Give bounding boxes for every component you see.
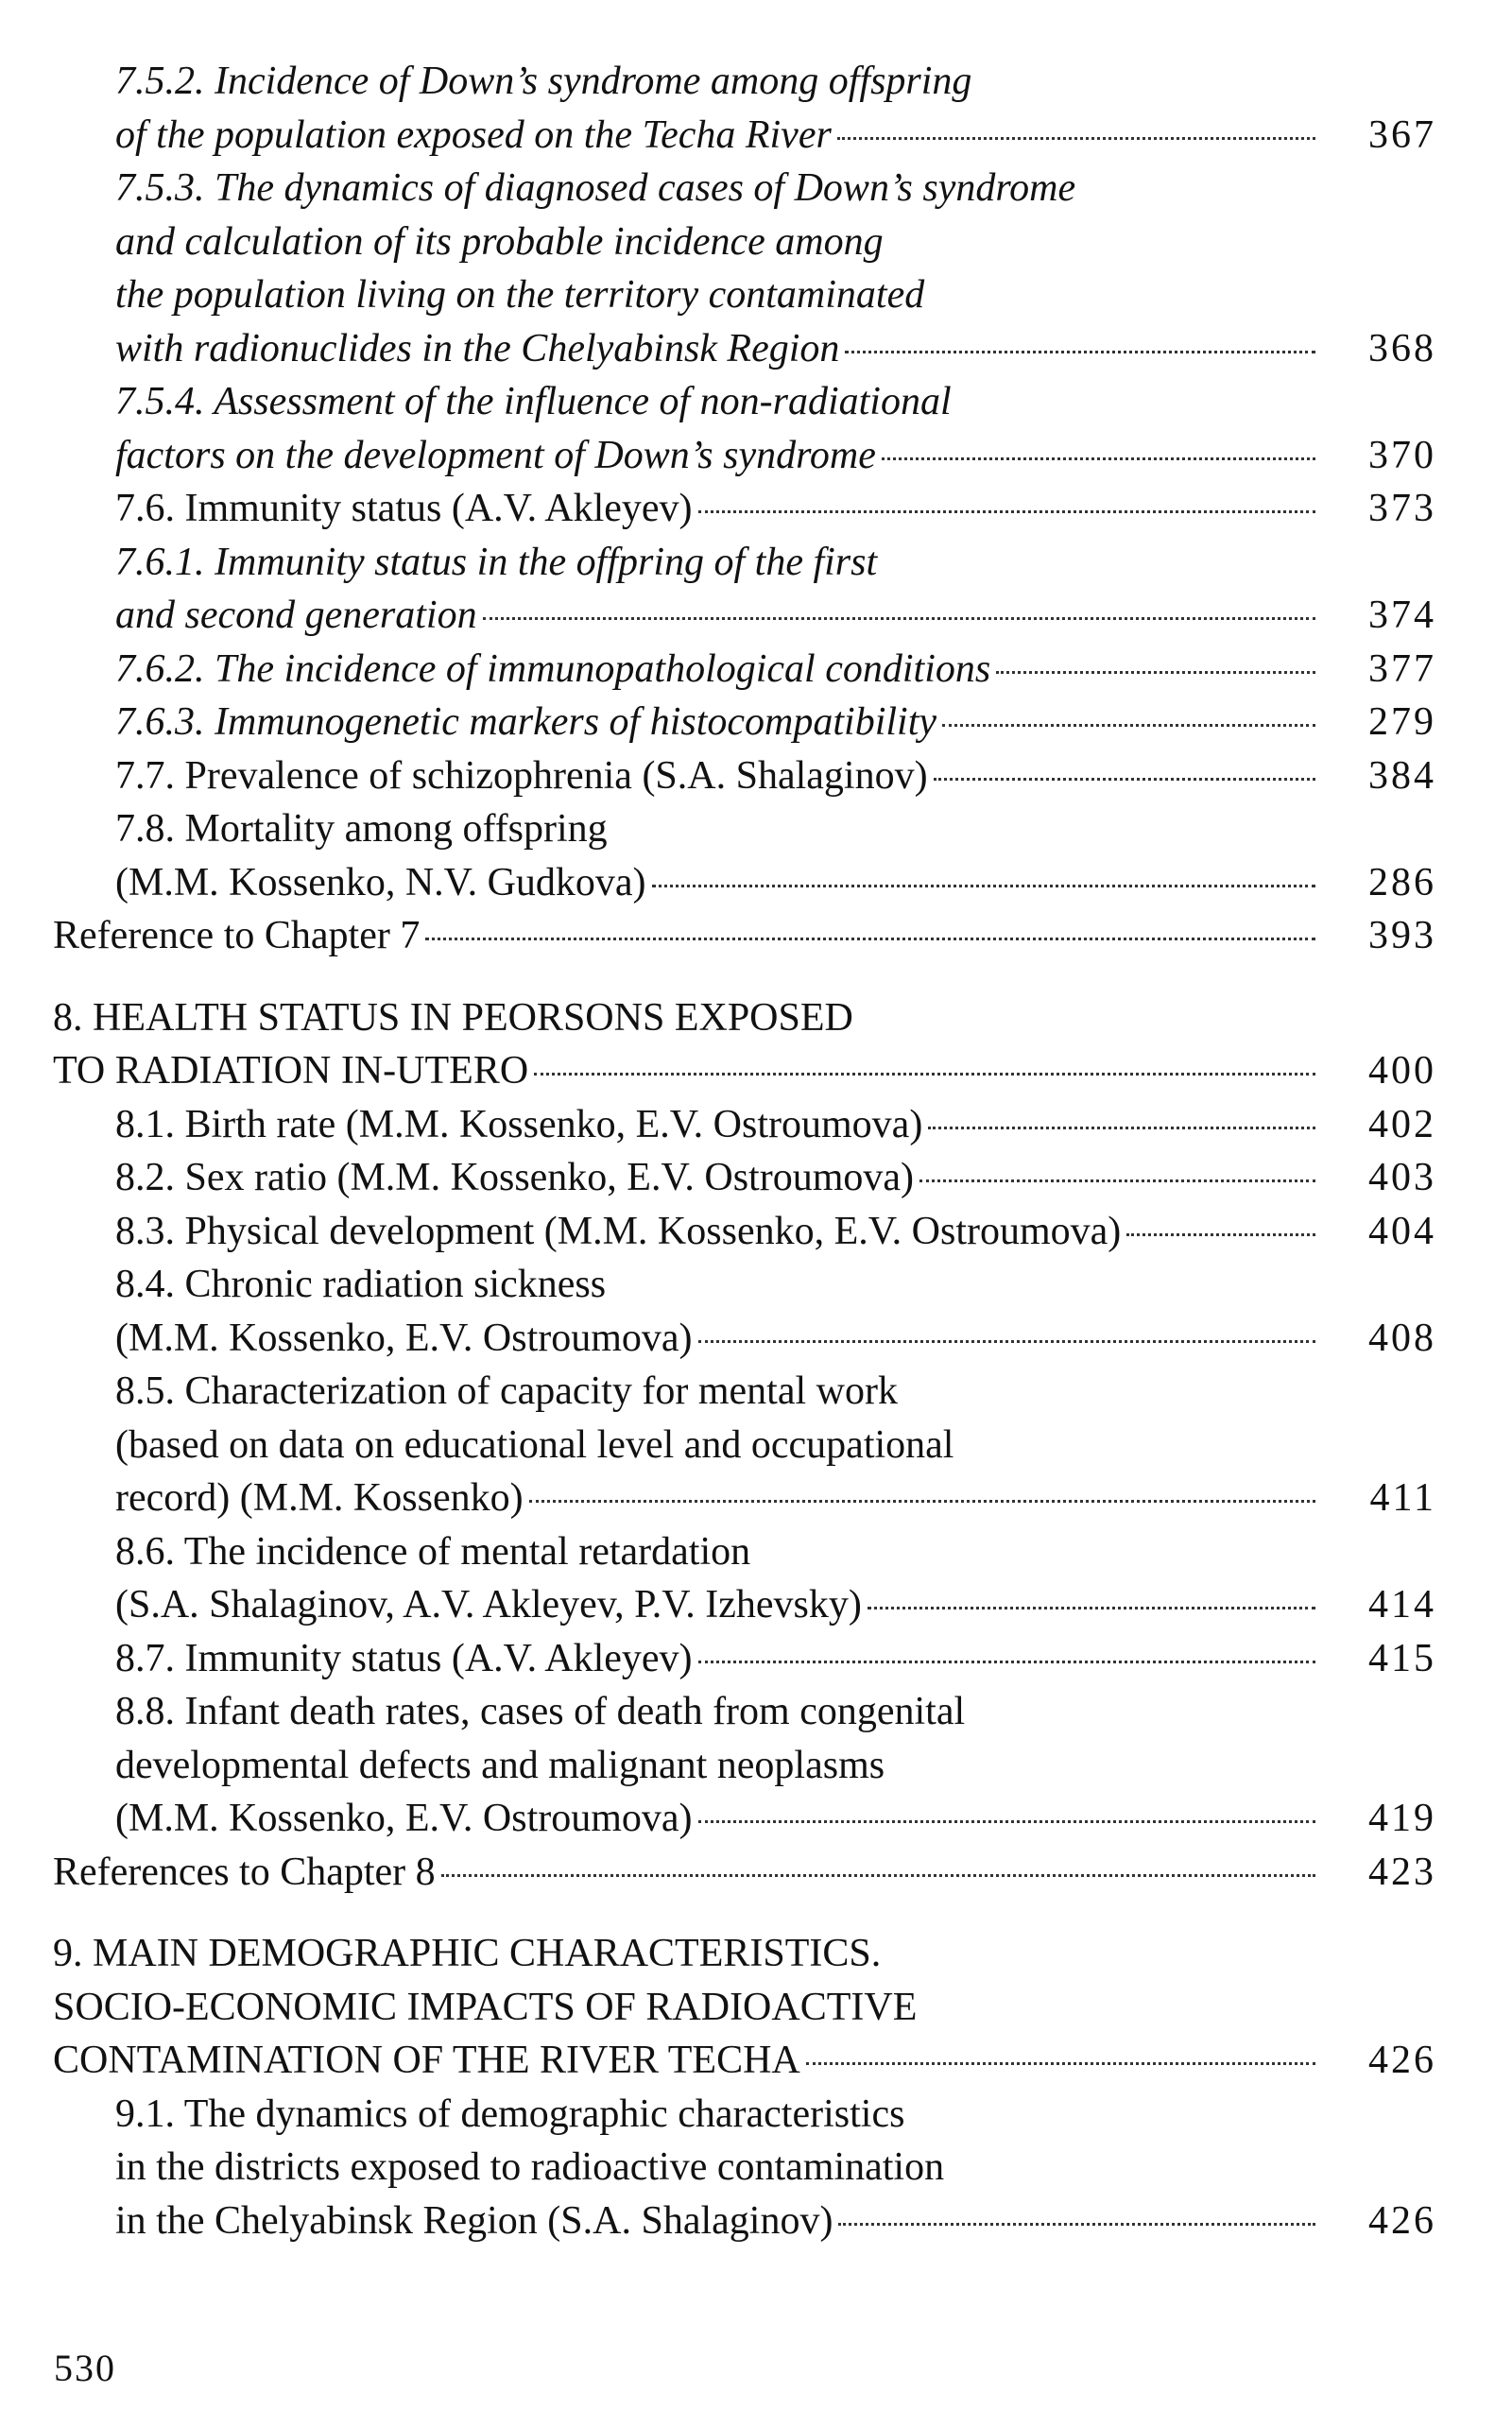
toc-page-number: 367: [1368, 112, 1436, 157]
section-gap: [53, 963, 1436, 991]
dot-leader: [928, 1127, 1315, 1129]
toc-entry-title: [53, 909, 1327, 963]
toc-entry-line: [115, 589, 1327, 643]
toc-entry-title: [115, 162, 1327, 375]
table-of-contents: [53, 55, 1436, 2247]
dot-leader: [652, 885, 1315, 887]
toc-entry: [53, 991, 1436, 1098]
toc-entry-line: [115, 536, 1327, 590]
toc-entry-line: [115, 1205, 1327, 1259]
toc-page-number: 384: [1368, 753, 1436, 798]
dot-leader: [698, 1661, 1315, 1663]
toc-entry-text: 7.5.2. Incidence of Down’s syndrome among offspring: [115, 60, 972, 103]
toc-entry-text: CONTAMINATION OF THE RIVER TECHA: [53, 2039, 800, 2082]
toc-entry: [53, 2088, 1436, 2248]
toc-entry-title: [53, 1846, 1327, 1900]
toc-page-number: 426: [1368, 2198, 1436, 2243]
toc-entry-title: [115, 1205, 1327, 1259]
toc-entry: [53, 1258, 1436, 1365]
dot-leader: [698, 1820, 1315, 1823]
toc-entry: [53, 55, 1436, 162]
dot-leader: [698, 510, 1315, 513]
toc-page-number: 423: [1368, 1850, 1436, 1894]
toc-entry-text: 8.2. Sex ratio (M.M. Kossenko, E.V. Ostroumova): [115, 1156, 915, 1199]
toc-entry: [53, 1151, 1436, 1205]
toc-entry: [53, 536, 1436, 643]
dot-leader: [425, 938, 1315, 940]
toc-page-number: 279: [1368, 700, 1436, 744]
toc-entry: [53, 1846, 1436, 1900]
toc-entry-line: [115, 749, 1327, 803]
toc-page-number: 370: [1368, 433, 1436, 477]
toc-entry-title: [115, 536, 1327, 643]
toc-entry-text: 8.8. Infant death rates, cases of death from congenital: [115, 1690, 966, 1733]
toc-entry-line: [115, 1525, 1327, 1579]
toc-entry-text: in the Chelyabinsk Region (S.A. Shalaginov): [115, 2198, 833, 2243]
toc-entry: [53, 1927, 1436, 2088]
toc-entry-text: the population living on the territory contaminated: [115, 273, 925, 317]
toc-entry-title: [115, 55, 1327, 162]
toc-entry-title: [115, 482, 1327, 536]
toc-page-number: 374: [1368, 594, 1436, 637]
dot-leader: [996, 671, 1315, 674]
toc-entry-line: [115, 1739, 1327, 1793]
toc-entry: [53, 1685, 1436, 1846]
toc-entry-text: 7.8. Mortality among offspring: [115, 807, 608, 851]
toc-entry-text: (S.A. Shalaginov, A.V. Akleyev, P.V. Izhevsky): [115, 1583, 862, 1627]
toc-entry: [53, 643, 1436, 697]
toc-entry-text: References to Chapter 8: [53, 1850, 436, 1894]
toc-entry-text: 8.3. Physical development (M.M. Kossenko, E.V. Ostroumova): [115, 1209, 1122, 1253]
toc-entry-line: [115, 162, 1327, 215]
toc-entry-title: [115, 802, 1327, 909]
toc-entry-line: [115, 109, 1327, 163]
toc-page-number: 419: [1368, 1797, 1436, 1840]
toc-entry-title: [115, 749, 1327, 803]
toc-entry-text: SOCIO-ECONOMIC IMPACTS OF RADIOACTIVE: [53, 1985, 918, 2029]
toc-entry-text: 8.7. Immunity status (A.V. Akleyev): [115, 1636, 693, 1680]
toc-entry: [53, 749, 1436, 803]
toc-entry-title: [115, 643, 1327, 697]
toc-entry-line: [115, 643, 1327, 697]
toc-page-number: 377: [1368, 646, 1436, 691]
toc-entry-line: [115, 482, 1327, 536]
toc-entry-title: [115, 1151, 1327, 1205]
toc-entry-line: [115, 1685, 1327, 1739]
toc-entry-line: [115, 2088, 1327, 2142]
toc-entry-line: [53, 1846, 1327, 1900]
toc-entry-text: TO RADIATION IN-UTERO: [53, 1049, 529, 1093]
toc-entry-text: in the districts exposed to radioactive contamination: [115, 2145, 945, 2189]
toc-entry-text: 9.1. The dynamics of demographic characteristics: [115, 2092, 905, 2136]
toc-entry-line: [115, 856, 1327, 910]
toc-entry: [53, 375, 1436, 482]
toc-entry-text: 9. MAIN DEMOGRAPHIC CHARACTERISTICS.: [53, 1932, 882, 1975]
toc-entry-line: [115, 215, 1327, 269]
toc-entry-line: [115, 1098, 1327, 1152]
toc-entry-title: [115, 1098, 1327, 1152]
toc-page-number: 368: [1368, 326, 1436, 370]
dot-leader: [441, 1874, 1315, 1877]
toc-page-number: 400: [1368, 1049, 1436, 1093]
toc-entry-title: [115, 375, 1327, 482]
toc-entry: [53, 162, 1436, 375]
toc-entry-line: [115, 375, 1327, 429]
toc-entry-line: [115, 802, 1327, 856]
toc-entry-title: [115, 1525, 1327, 1632]
toc-entry: [53, 1365, 1436, 1525]
page-folio: 530: [54, 2347, 116, 2389]
toc-entry-title: [53, 1927, 1327, 2088]
toc-entry-text: 8. HEALTH STATUS IN PEORSONS EXPOSED: [53, 995, 853, 1040]
toc-entry-title: [115, 1258, 1327, 1365]
toc-entry: [53, 1632, 1436, 1686]
toc-entry-line: [115, 1258, 1327, 1312]
toc-entry-title: [115, 1685, 1327, 1846]
toc-entry-text: (M.M. Kossenko, E.V. Ostroumova): [115, 1316, 693, 1360]
toc-entry-text: (based on data on educational level and occupational: [115, 1422, 954, 1467]
dot-leader: [698, 1340, 1315, 1343]
toc-page-number: 403: [1368, 1156, 1436, 1199]
dot-leader: [806, 2062, 1315, 2065]
toc-entry-text: with radionuclides in the Chelyabinsk Region: [115, 326, 840, 370]
dot-leader: [529, 1500, 1315, 1503]
toc-entry-line: [53, 1044, 1327, 1098]
toc-entry-title: [115, 2088, 1327, 2248]
section-gap: [53, 1899, 1436, 1927]
toc-entry-line: [53, 1981, 1327, 2035]
toc-entry-line: [115, 429, 1327, 483]
toc-entry-text: 8.6. The incidence of mental retardation: [115, 1529, 751, 1574]
toc-entry-text: (M.M. Kossenko, E.V. Ostroumova): [115, 1797, 693, 1840]
toc-entry-text: (M.M. Kossenko, N.V. Gudkova): [115, 860, 646, 904]
toc-entry-line: [115, 55, 1327, 109]
toc-page-number: 373: [1368, 487, 1436, 530]
toc-entry-line: [115, 2195, 1327, 2248]
toc-entry-text: 8.5. Characterization of capacity for mental work: [115, 1369, 898, 1413]
toc-entry-line: [115, 1419, 1327, 1472]
toc-entry-line: [53, 1927, 1327, 1981]
toc-entry-line: [115, 1472, 1327, 1525]
dot-leader: [934, 778, 1315, 781]
dot-leader: [837, 137, 1315, 140]
toc-page-number: 393: [1368, 914, 1436, 957]
toc-entry-line: [115, 1578, 1327, 1632]
toc-entry-text: 7.6.1. Immunity status in the offpring of the first: [115, 540, 878, 584]
dot-leader: [868, 1607, 1315, 1610]
toc-page-number: 415: [1368, 1636, 1436, 1680]
toc-page-number: 286: [1368, 860, 1436, 904]
toc-entry: [53, 909, 1436, 963]
toc-entry-text: 7.5.3. The dynamics of diagnosed cases of Down’s syndrome: [115, 166, 1076, 210]
toc-entry-text: 8.4. Chronic radiation sickness: [115, 1263, 607, 1306]
toc-entry-line: [115, 1365, 1327, 1419]
toc-entry-line: [53, 2034, 1327, 2088]
toc-entry: [53, 1205, 1436, 1259]
toc-entry-text: 7.6.2. The incidence of immunopathological conditions: [115, 646, 991, 691]
toc-entry-line: [115, 1632, 1327, 1686]
dot-leader: [483, 617, 1315, 620]
toc-entry-text: developmental defects and malignant neoplasms: [115, 1743, 885, 1787]
dot-leader: [1126, 1233, 1315, 1236]
toc-entry-line: [115, 322, 1327, 376]
dot-leader: [838, 2223, 1315, 2226]
dot-leader: [882, 457, 1315, 460]
toc-page-number: 411: [1369, 1476, 1436, 1520]
toc-entry-text: of the population exposed on the Techa River: [115, 112, 832, 157]
toc-entry-text: Reference to Chapter 7: [53, 914, 421, 957]
toc-entry-line: [115, 1151, 1327, 1205]
toc-entry-text: 7.6. Immunity status (A.V. Akleyev): [115, 487, 693, 530]
toc-entry-title: [115, 1632, 1327, 1686]
toc-entry-text: 8.1. Birth rate (M.M. Kossenko, E.V. Ostroumova): [115, 1102, 923, 1146]
toc-entry-title: [115, 1365, 1327, 1525]
toc-entry-line: [115, 268, 1327, 322]
toc-entry-line: [115, 1792, 1327, 1846]
toc-entry: [53, 802, 1436, 909]
toc-entry-text: 7.5.4. Assessment of the influence of non-radiational: [115, 380, 952, 423]
dot-leader: [845, 351, 1315, 353]
dot-leader: [919, 1179, 1315, 1182]
toc-entry-text: and second generation: [115, 594, 477, 637]
toc-entry-title: [115, 696, 1327, 749]
toc-page-number: 414: [1368, 1583, 1436, 1627]
toc-entry-text: 7.6.3. Immunogenetic markers of histocompatibility: [115, 700, 937, 744]
toc-entry-title: [53, 991, 1327, 1098]
dot-leader: [942, 724, 1315, 727]
toc-entry-text: 7.7. Prevalence of schizophrenia (S.A. Shalaginov): [115, 753, 928, 798]
toc-page-number: 402: [1368, 1102, 1436, 1146]
toc-entry: [53, 696, 1436, 749]
toc-entry-line: [115, 696, 1327, 749]
toc-entry-text: record) (M.M. Kossenko): [115, 1476, 524, 1520]
toc-entry-line: [53, 991, 1327, 1045]
toc-entry-line: [53, 909, 1327, 963]
toc-entry: [53, 1525, 1436, 1632]
toc-entry-text: factors on the development of Down’s syndrome: [115, 433, 876, 477]
toc-entry: [53, 482, 1436, 536]
toc-page-number: 426: [1368, 2039, 1436, 2082]
toc-entry-line: [115, 2141, 1327, 2195]
toc-page-number: 408: [1368, 1316, 1436, 1360]
toc-entry-text: and calculation of its probable incidence among: [115, 219, 884, 264]
dot-leader: [534, 1073, 1315, 1076]
toc-entry: [53, 1098, 1436, 1152]
toc-entry-line: [115, 1312, 1327, 1366]
toc-page-number: 404: [1368, 1209, 1436, 1253]
